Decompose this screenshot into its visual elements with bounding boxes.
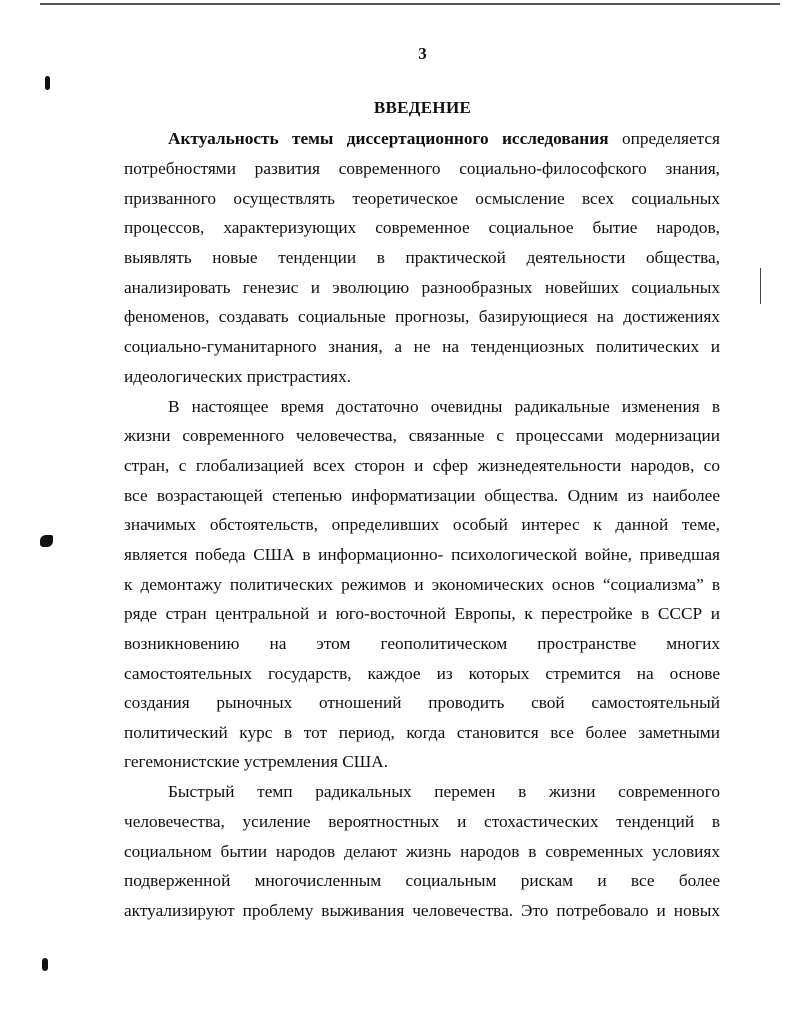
section-heading: ВВЕДЕНИЕ: [373, 98, 472, 117]
text-line: значимых обстоятельств, определивших особый интерес к данной теме,: [124, 515, 720, 534]
text-line: В настоящее время достаточно очевидны радикальные изменения в: [168, 397, 720, 416]
text-line: стран, с глобализацией всех сторон и сфер жизнедеятельности народов, со: [124, 456, 720, 475]
text-line: все возрастающей степенью информатизации общества. Одним из наиболее: [124, 486, 720, 505]
text-line: призванного осуществлять теоретическое осмысление всех социальных: [124, 189, 720, 208]
text-line: к демонтажу политических режимов и экономических основ “социализма” в: [124, 575, 720, 594]
text-line: идеологических пристрастиях.: [124, 367, 352, 386]
text-line: человечества, усиление вероятностных и стохастических тенденций в: [124, 812, 720, 831]
text-line: политический курс в тот период, когда становится все более заметными: [124, 723, 720, 742]
text-line: гегемонистские устремления США.: [124, 752, 389, 771]
text-line: выявлять новые тенденции в практической деятельности общества,: [124, 248, 720, 267]
text-line: анализировать генезис и эволюцию разнообразных новейших социальных: [124, 278, 720, 297]
scan-mark: [45, 76, 50, 90]
scan-mark: [42, 958, 48, 971]
scan-mark: [40, 535, 53, 547]
text-line: возникновению на этом геополитическом пространстве многих: [124, 634, 720, 653]
text-line: феноменов, создавать социальные прогнозы, базирующиеся на достижениях: [124, 307, 720, 326]
text-line: является победа США в информационно- психологической войне, приведшая: [124, 545, 720, 564]
text-line: актуализируют проблему выживания человечества. Это потребовало и новых: [124, 901, 720, 920]
text-line: процессов, характеризующих современное социальное бытие народов,: [124, 218, 720, 237]
bold-lead-phrase: Актуальность темы диссертационного исследования: [168, 129, 609, 148]
text-line: потребностями развития современного социально-философского знания,: [124, 159, 720, 178]
text-line: социальном бытии народов делают жизнь народов в современных условиях: [124, 842, 720, 861]
text-line: создания рыночных отношений проводить свой самостоятельный: [124, 693, 720, 712]
text-line: Актуальность темы диссертационного исследования определяется: [168, 129, 720, 148]
text-line: жизни современного человечества, связанные с процессами модернизации: [124, 426, 720, 445]
text-line: Быстрый темп радикальных перемен в жизни современного: [168, 782, 720, 801]
scan-edge-line: [40, 3, 780, 5]
text-line: подверженной многочисленным социальным рискам и все более: [124, 871, 720, 890]
text-line: самостоятельных государств, каждое из которых стремится на основе: [124, 664, 720, 683]
text-line: социально-гуманитарного знания, а не на тенденциозных политических и: [124, 337, 720, 356]
scan-mark: [760, 268, 761, 304]
page-number: 3: [418, 44, 427, 63]
text-line: ряде стран центральной и юго-восточной Европы, к перестройке в СССР и: [124, 604, 720, 623]
